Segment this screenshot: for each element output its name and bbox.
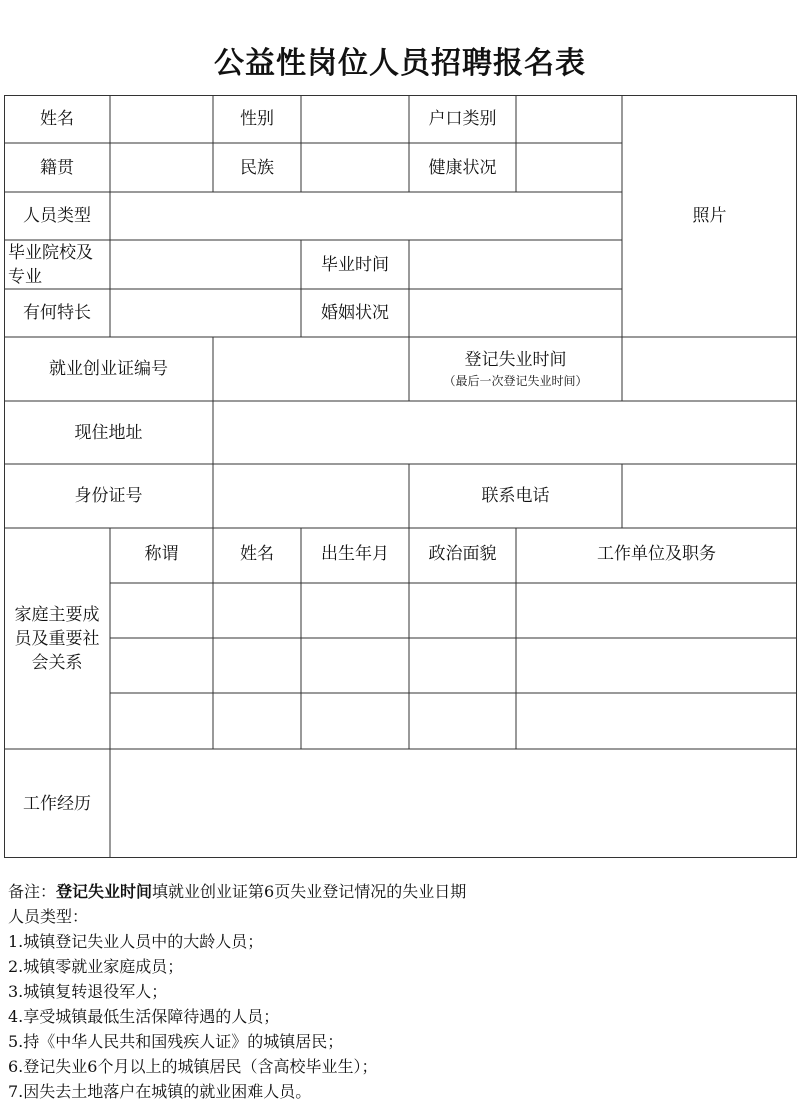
person-type-item: 1.城镇登记失业人员中的大龄人员； [8,932,264,951]
family-cell-work-unit[interactable] [516,693,797,749]
form-title: 公益性岗位人员招聘报名表 [214,46,586,81]
remark-text: 填就业创业证第6页失业登记情况的失业日期 [152,882,467,901]
label-unemp-reg-time: 登记失业时间 [464,350,567,370]
input-phone[interactable] [622,464,797,528]
person-type-item: 3.城镇复转退役军人； [8,982,168,1001]
family-cell-relation[interactable] [110,693,213,749]
label-family-section: 家庭主要成员及重要社会关系 [14,604,100,673]
input-specialty[interactable] [110,289,301,337]
family-cell-birth[interactable] [301,638,409,693]
input-native-place[interactable] [110,143,213,192]
input-work-history[interactable] [110,749,797,858]
family-header-name: 姓名 [240,544,274,564]
unemp-reg-time-cell [409,337,622,401]
family-cell-work-unit[interactable] [516,583,797,638]
family-header-political: 政治面貌 [428,544,497,564]
input-id-number[interactable] [213,464,409,528]
label-gender: 性别 [240,109,274,129]
input-employment-cert-no[interactable] [213,337,409,401]
family-cell-political[interactable] [409,583,516,638]
label-native-place: 籍贯 [40,157,74,178]
person-type-item: 7.因失去土地落户在城镇的就业困难人员。 [8,1082,312,1101]
input-marital[interactable] [409,289,622,337]
label-marital: 婚姻状况 [321,303,389,323]
person-type-item: 4.享受城镇最低生活保障待遇的人员； [8,1007,280,1026]
person-type-item: 6.登记失业6个月以上的城镇居民（含高校毕业生）； [8,1057,378,1076]
input-name[interactable] [110,95,213,143]
input-grad-time[interactable] [409,240,622,289]
family-cell-political[interactable] [409,638,516,693]
label-health: 健康状况 [428,157,497,178]
family-header-work-unit: 工作单位及职务 [597,544,716,564]
family-cell-work-unit[interactable] [516,638,797,693]
person-type-item: 5.持《中华人民共和国残疾人证》的城镇居民； [8,1032,344,1051]
notes-section [8,879,788,1104]
label-specialty: 有何特长 [23,303,91,323]
family-cell-political[interactable] [409,693,516,749]
unemp-reg-time-note: （最后一次登记失业时间） [443,374,588,388]
label-ethnicity: 民族 [240,157,274,178]
label-work-history: 工作经历 [23,793,91,814]
label-grad-time: 毕业时间 [321,254,389,275]
family-cell-relation[interactable] [110,583,213,638]
label-hukou-type: 户口类别 [428,109,497,129]
input-hukou-type[interactable] [516,95,622,143]
input-gender[interactable] [301,95,409,143]
family-cell-name[interactable] [213,638,301,693]
input-person-type[interactable] [110,192,622,240]
label-employment-cert-no: 就业创业证编号 [49,359,168,379]
family-cell-relation[interactable] [110,638,213,693]
photo-area[interactable]: 照片 [692,206,727,226]
person-type-item: 2.城镇零就业家庭成员； [8,957,184,976]
family-cell-name[interactable] [213,583,301,638]
family-cell-birth[interactable] [301,693,409,749]
input-unemp-reg-time[interactable] [622,337,797,401]
label-name: 姓名 [40,109,74,129]
family-cell-name[interactable] [213,693,301,749]
person-types-heading: 人员类型： [8,907,89,926]
input-ethnicity[interactable] [301,143,409,192]
label-school-major: 毕业院校及专业 [8,242,93,287]
input-address[interactable] [213,401,797,464]
family-header-birth: 出生年月 [321,544,389,564]
label-id-number: 身份证号 [74,486,143,506]
family-cell-birth[interactable] [301,583,409,638]
remark-bold-term: 登记失业时间 [56,882,153,901]
remark-line [8,879,788,904]
input-school-major[interactable] [110,240,301,289]
label-person-type: 人员类型 [23,206,91,226]
registration-form-table [4,95,797,858]
remark-prefix: 备注： [8,882,57,901]
label-address: 现住地址 [74,422,143,443]
input-health[interactable] [516,143,622,192]
label-phone: 联系电话 [481,486,550,506]
family-header-relation: 称谓 [144,544,179,564]
